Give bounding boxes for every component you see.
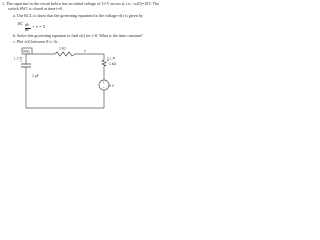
problem-intro-line-1: 1. The capacitor in the circuit below has an initial voltage of 10 V across it, i.e., vc(0)=10V. The — [2, 1, 159, 6]
formula-prefix: RC — [18, 21, 24, 26]
capacitor-current-label: i_C — [14, 56, 20, 61]
formula-numerator: dv — [25, 22, 30, 27]
part-c-text: c. Plot v(t) between 0<t<3τ. — [13, 39, 59, 44]
capacitor-value-label: 1 μF — [32, 74, 39, 78]
switch-label: SW1 — [23, 49, 30, 54]
current-arrow-left — [20, 57, 22, 62]
top-resistor-label: 1 kΩ — [59, 46, 66, 51]
source-plus-sign: + — [102, 81, 105, 85]
part-a-text: a. Use KCL to show that the governing equation for the voltage v(t) is given by — [13, 13, 143, 18]
formula-rest: + v = 5 — [32, 24, 46, 30]
source-value-label: 5 V — [109, 84, 115, 88]
part-b-text: b. Solve this governing equation to find v(t) for t>0. What is the time constant? — [13, 33, 143, 38]
right-resistor — [102, 60, 106, 66]
circuit-wires — [22, 48, 104, 108]
capacitor — [21, 64, 31, 67]
formula-denominator: dt — [25, 26, 29, 32]
circuit-diagram — [0, 0, 200, 119]
node-voltage-label: v — [84, 49, 86, 53]
right-resistor-label: 1 kΩ — [109, 62, 117, 66]
resistor-current-label: i_R — [110, 56, 116, 61]
source-minus-sign: − — [102, 86, 105, 90]
current-arrow-right — [107, 57, 109, 61]
top-resistor — [55, 52, 75, 56]
problem-intro-line-2: switch SW1 is closed at time t=0. — [8, 6, 63, 11]
